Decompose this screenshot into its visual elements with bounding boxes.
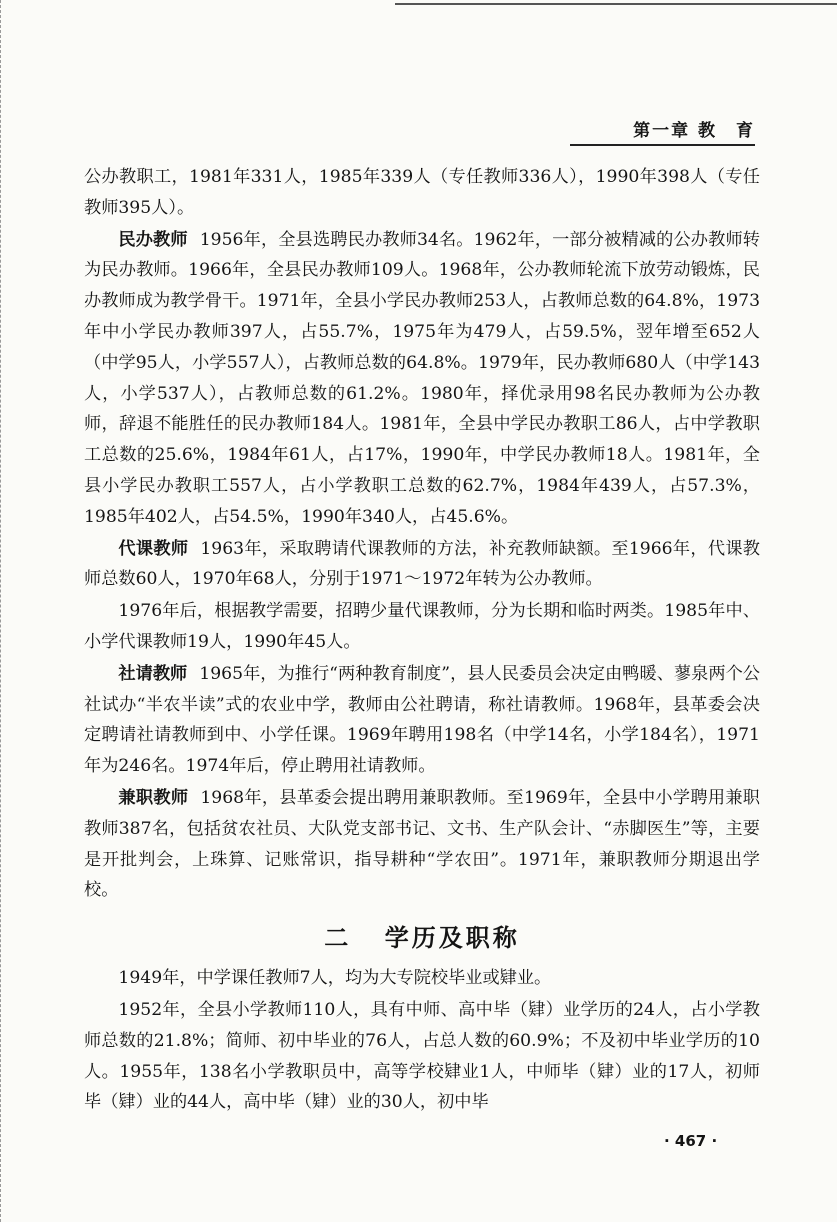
paragraph-text: 公办教职工，1981年331人，1985年339人（专任教师336人），1990年398人（专任教师395人）。: [84, 167, 760, 218]
paragraph-text: 1963年，采取聘请代课教师的方法，补充教师缺额。至1966年，代课教师总数60人，1970年68人，分别于1971～1972年转为公办教师。: [84, 538, 760, 590]
paragraph-text: 1968年，县革委会提出聘用兼职教师。至1969年，全县中小学聘用兼职教师387名，包括贫农社员、大队党支部书记、文书、生产队会计、“赤脚医生”等，主要是开批判会，上珠算、记账常识，指导耕种“学农田”。1971年，兼职教师分期退出学校。: [84, 787, 760, 901]
page-body: [84, 162, 760, 1119]
paragraph-continued: [84, 162, 760, 224]
term-parttime: 兼职教师: [118, 787, 189, 808]
paragraph-1949: [84, 963, 760, 994]
paragraph-substitute-after-1976: [84, 596, 760, 658]
paragraph-text: 1949年，中学课任教师7人，均为大专院校毕业或肄业。: [118, 968, 552, 989]
header-rule: [570, 144, 755, 146]
term-commune: 社请教师: [118, 663, 188, 684]
term-minban: 民办教师: [118, 229, 188, 250]
paragraph-text: 1956年，全县选聘民办教师34名。1962年，一部分被精减的公办教师转为民办教师。1966年，全县民办教师109人。1968年，公办教师轮流下放劳动锻炼，民办教师成为教学骨干。1971年，全县小学民办教师253人，占教师总数的64.8%，1973年中小学民办教师397人，占55.7%，1975年为479人，占59.5%，翌年增至652人（中学95人，小学557人），占教师总数的64.8%。1979年，民办教师680人（中学143人，小学537人），占教师总数的61.2%。1980年，择优录用98名民办教师为公办教师，辞退不能胜任的民办教师184人。1981年，全县中学民办教职工86人，占中学教职工总数的25.6%，1984年61人，占17%，1990年，中学民办教师18人。1981年，全县小学民办教职工557人，占小学教职工总数的62.7%，1984年439人，占57.3%，1985年402人，占54.5%，1990年340人，占45.6%。: [84, 229, 760, 527]
page-number: · 467 ·: [664, 1132, 718, 1150]
section-heading: [84, 918, 760, 953]
paragraph-1952: [84, 995, 760, 1118]
paragraph-substitute-teachers: [84, 534, 760, 596]
paragraph-minban-teachers: [84, 225, 760, 533]
running-header: [570, 116, 755, 141]
paragraph-commune-teachers: [84, 659, 760, 782]
term-substitute: 代课教师: [118, 538, 189, 559]
chapter-title: 第一章 教 育: [633, 121, 755, 141]
top-rule: [395, 3, 837, 5]
paragraph-parttime-teachers: [84, 783, 760, 906]
section-title-text: 学历及职称: [384, 924, 520, 953]
paragraph-text: 1952年，全县小学教师110人，具有中师、高中毕（肄）业学历的24人，占小学教师总数的21.8%；简师、初中毕业的76人，占总人数的60.9%；不及初中毕业学历的10人。1955年，138名小学教职员中，高等学校肄业1人，中师毕（肄）业的17人，初师毕（肄）业的44人，高中毕（肄）业的30人，初中毕: [84, 999, 760, 1113]
paragraph-text: 1976年后，根据教学需要，招聘少量代课教师，分为长期和临时两类。1985年中、小学代课教师19人，1990年45人。: [84, 601, 760, 652]
paragraph-text: 1965年，为推行“两种教育制度”，县人民委员会决定由鸭暖、蓼泉两个公社试办“半农半读”式的农业中学，教师由公社聘请，称社请教师。1968年，县革委会决定聘请社请教师到中、小学任课。1969年聘用198名（中学14名，小学184名），1971年为246名。1974年后，停止聘用社请教师。: [84, 663, 760, 777]
section-number: 二: [324, 924, 352, 953]
scan-edge: [0, 0, 4, 1222]
